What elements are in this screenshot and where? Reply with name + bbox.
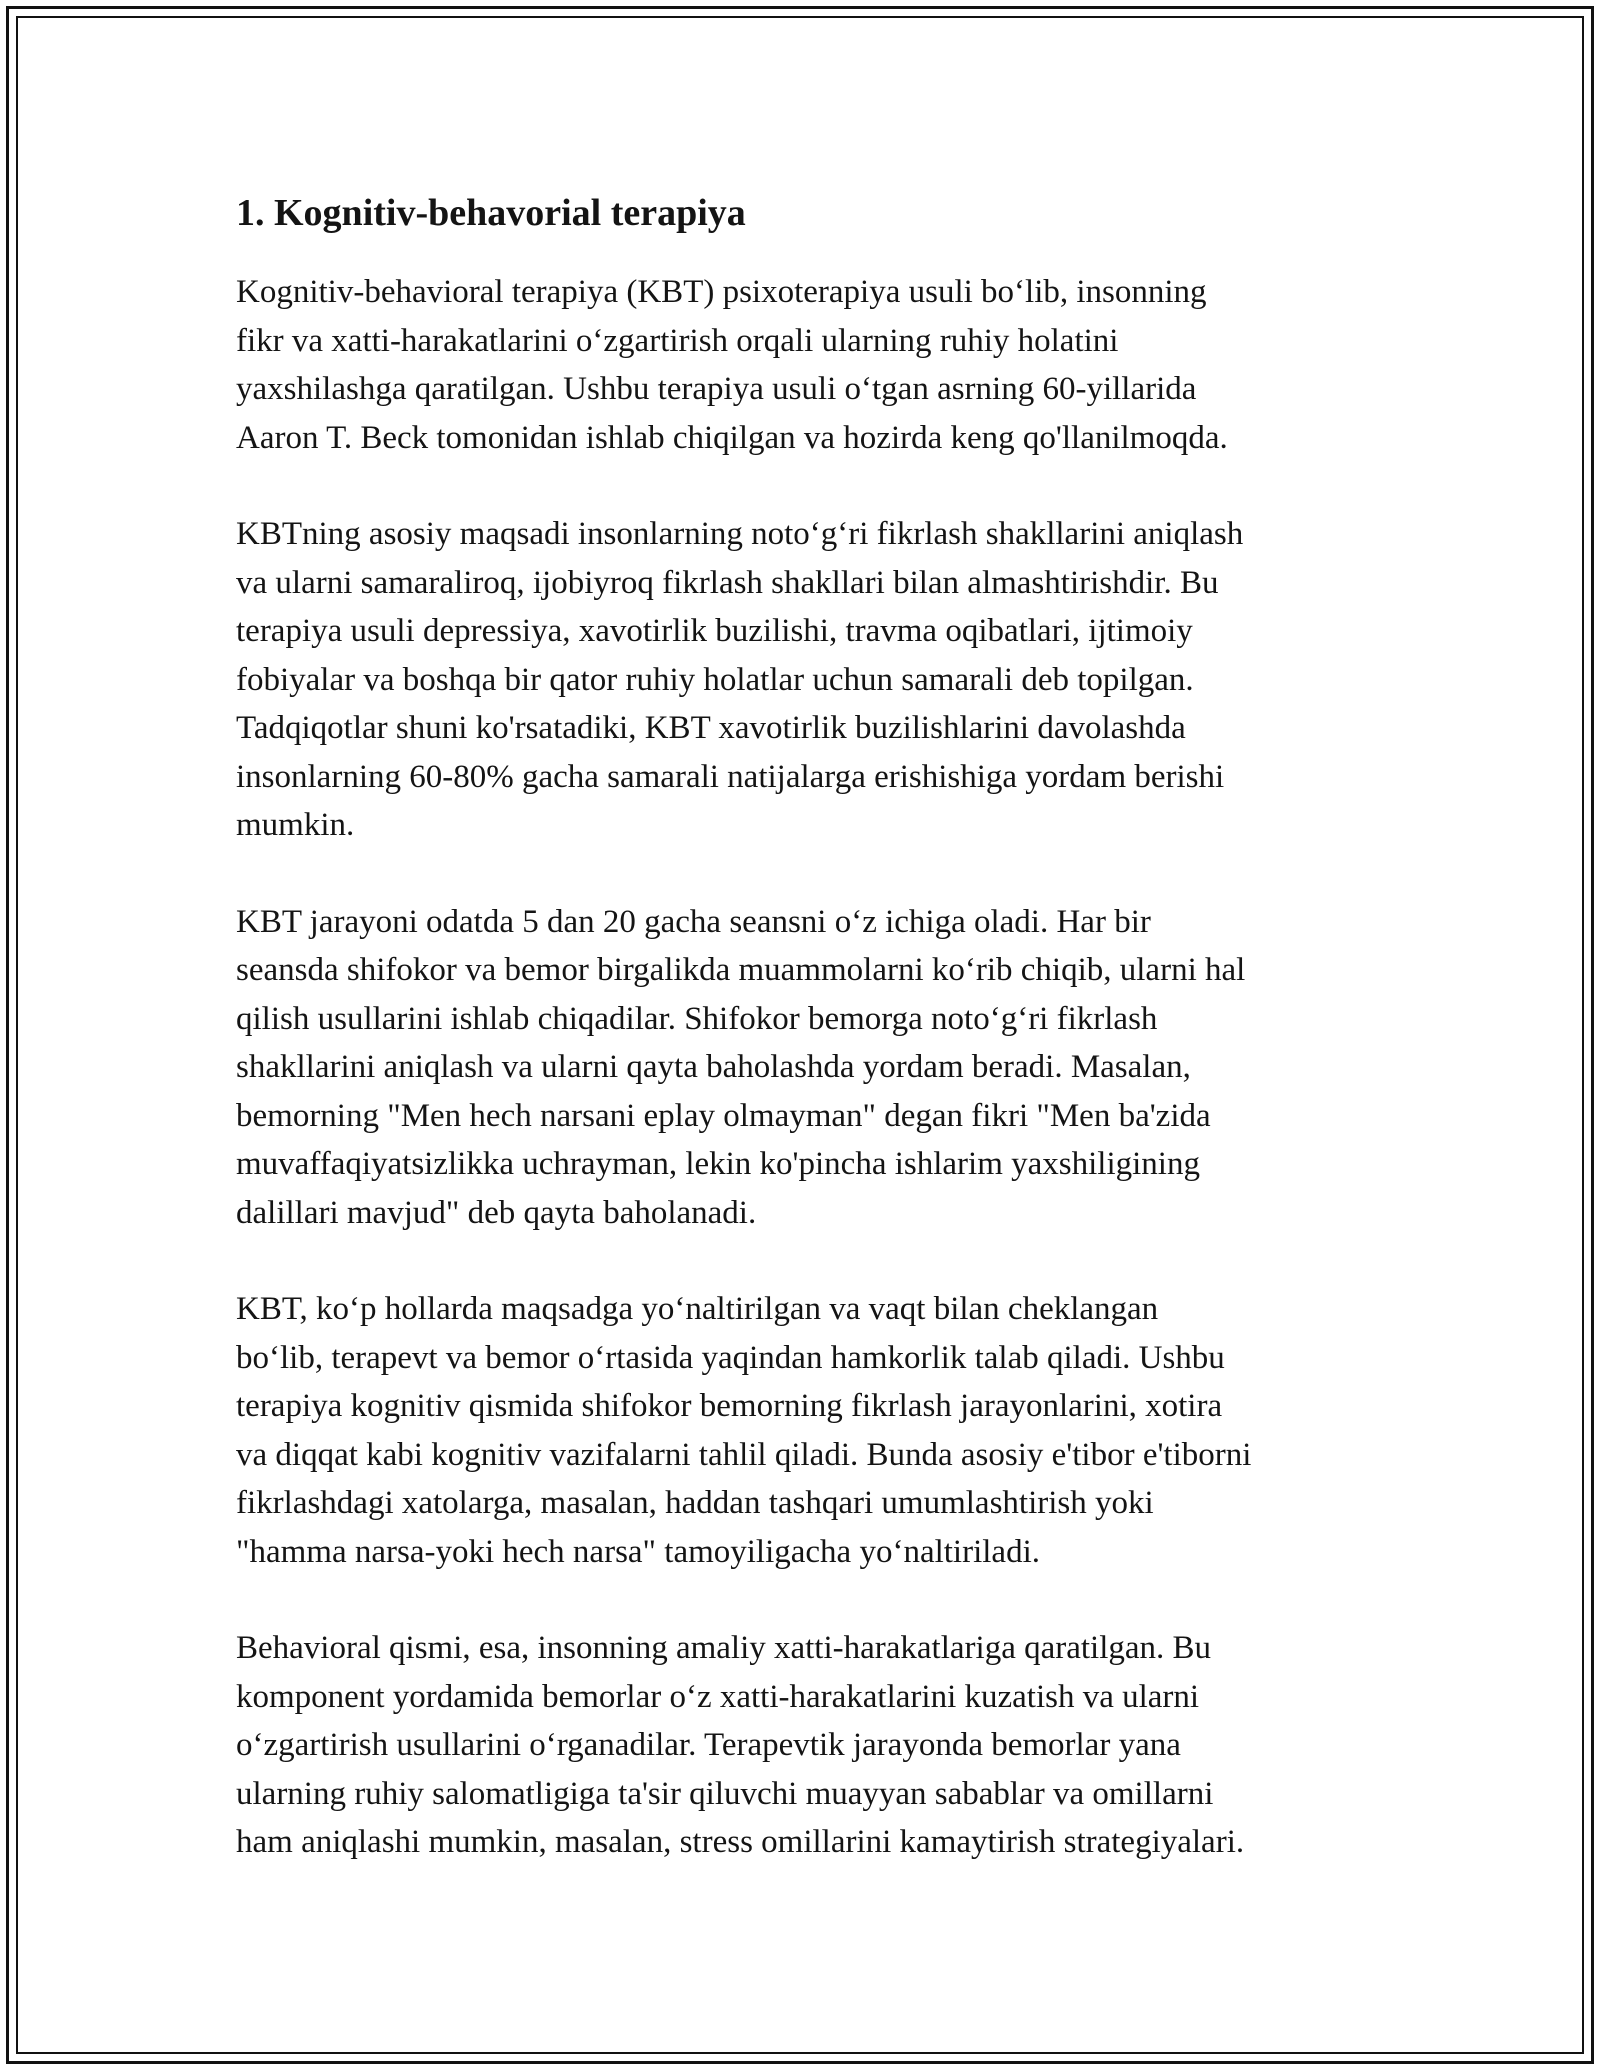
text-line: ularning ruhiy salomatligiga ta'sir qiluvchi muayyan sabablar va omillarni [236, 1775, 1214, 1812]
paragraph-kbt-goal [236, 510, 1376, 850]
text-line: KBTning asosiy maqsadi insonlarning noto‘g‘ri fikrlash shakllarini aniqlash [236, 516, 1244, 552]
text-line: Aaron T. Beck tomonidan ishlab chiqilgan va hozirda keng qo'llanilmoqda. [236, 419, 1228, 456]
paragraph-kbt-definition [236, 268, 1376, 462]
text-line: KBT jarayoni odatda 5 dan 20 gacha seansni o‘z ichiga oladi. Har bir [236, 903, 1151, 940]
text-line: bo‘lib, terapevt va bemor o‘rtasida yaqindan hamkorlik talab qiladi. Ushbu [236, 1339, 1225, 1376]
text-line: mumkin. [236, 807, 355, 843]
text-line: fikr va xatti-harakatlarini o‘zgartirish orqali ularning ruhiy holatini [236, 322, 1119, 359]
text-line: insonlarning 60-80% gacha samarali natijalarga erishishiga yordam berishi [236, 758, 1225, 795]
text-line: o‘zgartirish usullarini o‘rganadilar. Terapevtik jarayonda bemorlar yana [236, 1727, 1181, 1763]
text-line: Kognitiv-behavioral terapiya (KBT) psixoterapiya usuli bo‘lib, insonning [236, 274, 1207, 310]
text-line: seansda shifokor va bemor birgalikda muammolarni ko‘rib chiqib, ularni hal [236, 952, 1246, 988]
text-line: fobiyalar va boshqa bir qator ruhiy holatlar uchun samarali deb topilgan. [236, 661, 1194, 698]
text-line: dalillari mavjud" deb qayta baholanadi. [236, 1194, 757, 1231]
text-line: Behavioral qismi, esa, insonning amaliy xatti-harakatlariga qaratilgan. Bu [236, 1630, 1212, 1666]
paragraph-kbt-behavioral [236, 1624, 1376, 1867]
text-line: ham aniqlashi mumkin, masalan, stress omillarini kamaytirish strategiyalari. [236, 1824, 1245, 1860]
text-line: qilish usullarini ishlab chiqadilar. Shifokor bemorga noto‘g‘ri fikrlash [236, 1000, 1158, 1037]
text-line: KBT, ko‘p hollarda maqsadga yo‘naltirilgan va vaqt bilan cheklangan [236, 1291, 1159, 1327]
text-line: bemorning "Men hech narsani eplay olmayman" degan fikri "Men ba'zida [236, 1097, 1211, 1134]
text-line: va ularni samaraliroq, ijobiyroq fikrlash shakllari bilan almashtirishdir. Bu [236, 564, 1219, 601]
text-line: Tadqiqotlar shuni ko'rsatadiki, KBT xavotirlik buzilishlarini davolashda [236, 710, 1186, 746]
text-line: muvaffaqiyatsizlikka uchrayman, lekin ko'pincha ishlarim yaxshiligining [236, 1146, 1200, 1182]
text-line: shakllarini aniqlash va ularni qayta baholashda yordam beradi. Masalan, [236, 1049, 1191, 1085]
text-line: terapiya kognitiv qismida shifokor bemorning fikrlash jarayonlarini, xotira [236, 1388, 1223, 1424]
text-line: fikrlashdagi xatolarga, masalan, haddan tashqari umumlashtirish yoki [236, 1485, 1154, 1521]
document-body [236, 188, 1376, 1915]
text-line: "hamma narsa-yoki hech narsa" tamoyiligacha yo‘naltiriladi. [236, 1533, 1040, 1570]
paragraph-kbt-cognitive [236, 1285, 1376, 1576]
paragraph-kbt-process [236, 898, 1376, 1238]
text-line: komponent yordamida bemorlar o‘z xatti-harakatlarini kuzatish va ularni [236, 1678, 1200, 1715]
section-heading: 1. Kognitiv-behavorial terapiya [236, 192, 746, 234]
text-line: va diqqat kabi kognitiv vazifalarni tahlil qiladi. Bunda asosiy e'tibor e'tiborni [236, 1436, 1252, 1473]
text-line: yaxshilashga qaratilgan. Ushbu terapiya usuli o‘tgan asrning 60-yillarida [236, 371, 1197, 407]
text-line: terapiya usuli depressiya, xavotirlik buzilishi, travma oqibatlari, ijtimoiy [236, 613, 1193, 649]
